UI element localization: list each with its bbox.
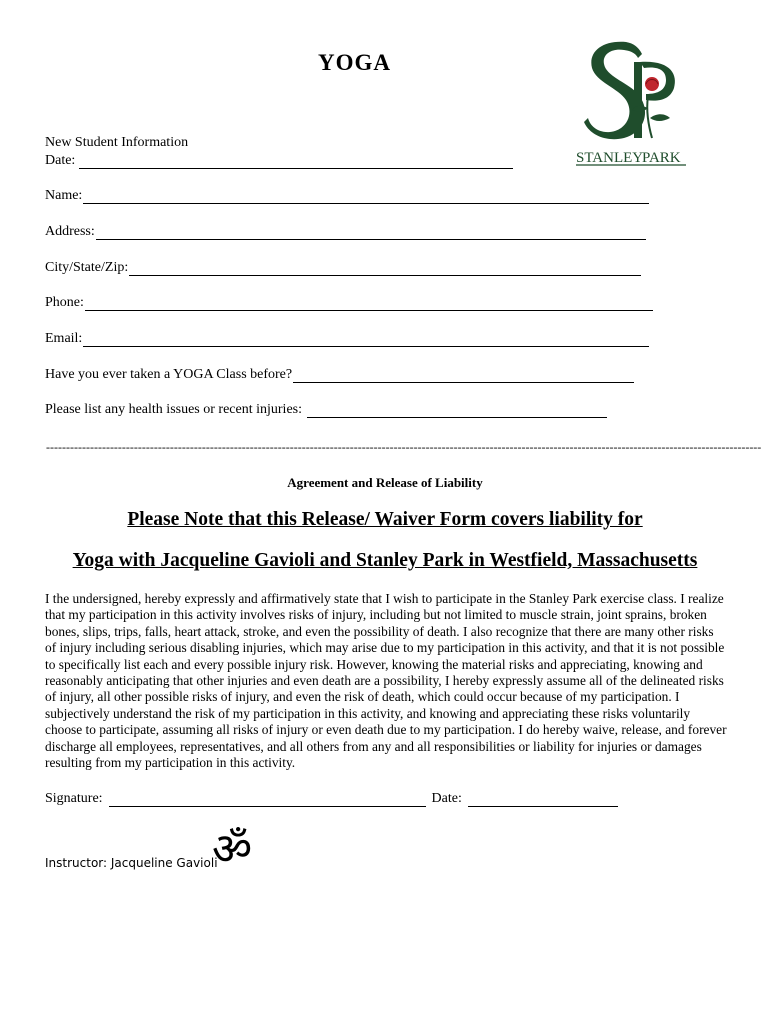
- city-state-zip-field[interactable]: [45, 260, 641, 276]
- signature-field[interactable]: [45, 791, 618, 807]
- name-field[interactable]: [45, 188, 649, 204]
- signature-date-line[interactable]: [468, 792, 618, 807]
- address-line[interactable]: [96, 225, 646, 240]
- name-line[interactable]: [83, 189, 649, 204]
- city-line[interactable]: [129, 261, 641, 276]
- signature-label: Signature:: [45, 791, 103, 806]
- phone-line[interactable]: [85, 296, 653, 311]
- city-label: City/State/Zip:: [45, 260, 129, 275]
- yoga-before-field[interactable]: [45, 367, 634, 383]
- yoga-before-label: Have you ever taken a YOGA Class before?: [45, 367, 293, 382]
- address-field[interactable]: [45, 224, 646, 240]
- signature-date-label: Date:: [431, 791, 462, 806]
- signature-line[interactable]: [109, 792, 426, 807]
- agreement-title: Agreement and Release of Liability: [287, 475, 483, 490]
- om-symbol-icon: [210, 822, 260, 875]
- yoga-before-line[interactable]: [293, 368, 634, 383]
- name-label: Name:: [45, 188, 83, 203]
- svg-text:ॐ: ॐ: [212, 824, 253, 875]
- health-label: Please list any health issues or recent injuries:: [45, 402, 302, 417]
- waiver-heading-2: Yoga with Jacqueline Gavioli and Stanley Park in Westfield, Massachusetts: [72, 550, 698, 571]
- address-label: Address:: [45, 224, 95, 239]
- date-line[interactable]: [79, 154, 513, 169]
- logo-text-left: STANLEY: [576, 150, 644, 166]
- date-label: Date:: [45, 153, 76, 168]
- phone-label: Phone:: [45, 295, 84, 310]
- email-field[interactable]: [45, 331, 649, 347]
- email-line[interactable]: [83, 332, 649, 347]
- stanley-park-logo-icon: [574, 38, 690, 170]
- form-title: YOGA: [318, 50, 391, 75]
- waiver-heading-1: Please Note that this Release/ Waiver Form covers liability for: [127, 509, 643, 530]
- new-student-heading: New Student Information: [45, 135, 189, 150]
- health-line[interactable]: [307, 403, 607, 418]
- health-field[interactable]: [45, 402, 607, 418]
- release-paragraph: I the undersigned, hereby expressly and affirmatively state that I wish to participate in the Stanley Park exercise class. I realize that my participation in this activity involves risks of injury, including but not limited to muscle strain, joint sprains, broken bones, slips, trips, falls, heart attack, stroke, and even the possibility of death. I also recognize that there are many other risks of injury including serious disabling injuries, which may arise due to my participation in this activity, and that it is not possible to specifically list each and every possible injury risk. However, knowing the material risks and appreciating, knowing and reasonably anticipating that other injuries and even death are a possibility, I hereby expressly assume all of the delineated risks of injury, all other possible risks of injury, and even the risk of death, which could occur because of my participation. I subjectively understand the risk of my participation in this activity, and knowing and appreciating these risks voluntarily choose to participate, assuming all risks of injury or even death due to my participation. I do hereby waive, release, and forever discharge all employees, representatives, and all others from any and all responsibilities or liability for injuries or damages resulting from my participation in this activity.: [45, 591, 727, 771]
- instructor-name: Instructor: Jacqueline Gavioli: [45, 856, 218, 870]
- email-label: Email:: [45, 331, 83, 346]
- date-field[interactable]: [45, 153, 513, 169]
- logo-text-right: PARK: [642, 150, 681, 166]
- separator: -----------------------------------------------------------------------------------------------------------------------------------------------------------------------------------: [46, 440, 762, 454]
- phone-field[interactable]: [45, 295, 653, 311]
